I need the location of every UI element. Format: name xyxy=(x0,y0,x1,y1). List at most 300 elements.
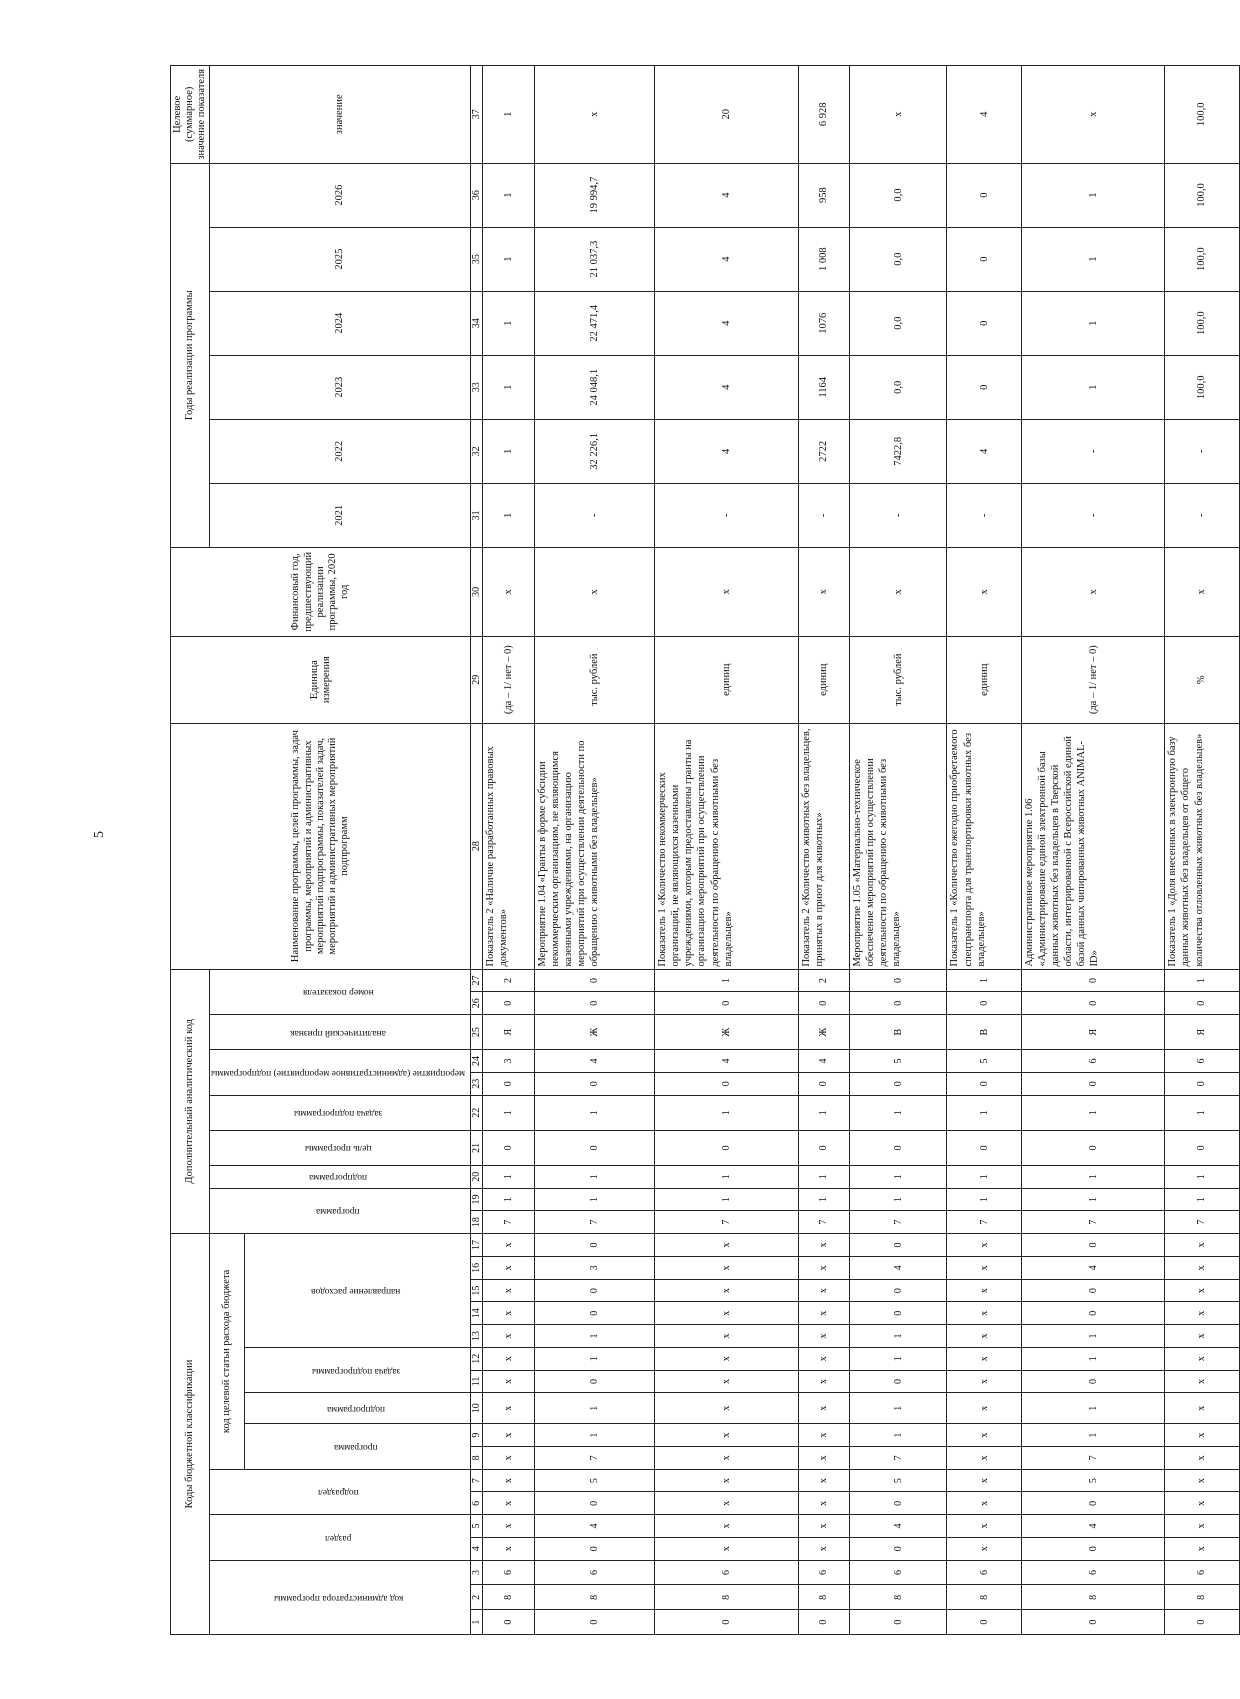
program-table xyxy=(170,65,1240,1635)
row-year-value: - xyxy=(1021,419,1165,483)
code-cell: 1 xyxy=(798,1165,849,1188)
row-year-value: - xyxy=(655,483,799,547)
code-cell: x xyxy=(483,1347,534,1370)
code-cell: 1 xyxy=(534,1165,654,1188)
row-year-value: 0,0 xyxy=(849,227,946,291)
code-cell: x xyxy=(655,1537,799,1560)
code-cell: 0 xyxy=(655,1610,799,1635)
code-cell: 1 xyxy=(534,1347,654,1370)
code-cell: 6 xyxy=(1021,1050,1165,1073)
year-2024-header: 2024 xyxy=(210,291,471,355)
row-name: Показатель 1 «Доля внесенных в электронную базу данных животных без владельцев от общего количества отловленных животных без владельцев» xyxy=(1165,723,1239,969)
code-cell: 0 xyxy=(798,992,849,1015)
admin-code-header: код администратора программы xyxy=(210,1560,471,1634)
code-cell: 8 xyxy=(798,1585,849,1610)
code-cell: 1 xyxy=(1021,1188,1165,1211)
code-cell: 7 xyxy=(849,1447,946,1470)
row-year-value: 0 xyxy=(947,355,1021,419)
column-number: 5 xyxy=(471,1515,483,1538)
code-cell: x xyxy=(798,1469,849,1492)
column-number: 12 xyxy=(471,1347,483,1370)
code-cell: 0 xyxy=(483,1610,534,1635)
code-cell: 8 xyxy=(1021,1585,1165,1610)
code-cell: 8 xyxy=(483,1585,534,1610)
row-target-value: 20 xyxy=(655,66,799,164)
code-cell: 0 xyxy=(483,1130,534,1165)
row-year-value: - xyxy=(849,483,946,547)
row-fin-year-value: x xyxy=(798,547,849,636)
code-cell: 1 xyxy=(947,969,1021,992)
code-cell: 0 xyxy=(1021,1537,1165,1560)
row-unit: % xyxy=(1165,636,1239,723)
column-number: 28 xyxy=(471,723,483,969)
code-cell: 7 xyxy=(534,1211,654,1234)
row-target-value: 1 xyxy=(483,66,534,164)
code-cell: 1 xyxy=(947,1188,1021,1211)
code-cell: Я xyxy=(1021,1015,1165,1050)
code-cell: x xyxy=(947,1492,1021,1515)
table-row xyxy=(1165,66,1239,1635)
column-number: 22 xyxy=(471,1095,483,1130)
code-cell: 1 xyxy=(1021,1347,1165,1370)
code-cell: x xyxy=(947,1469,1021,1492)
code-cell: x xyxy=(655,1492,799,1515)
code-cell: 1 xyxy=(534,1095,654,1130)
row-fin-year-value: x xyxy=(849,547,946,636)
code-cell: x xyxy=(798,1515,849,1538)
code-cell: x xyxy=(947,1424,1021,1447)
row-target-value: 4 xyxy=(947,66,1021,164)
code-cell: x xyxy=(1165,1424,1239,1447)
code-cell: 8 xyxy=(1165,1585,1239,1610)
code-cell: 8 xyxy=(849,1585,946,1610)
column-number: 29 xyxy=(471,636,483,723)
code-cell: 0 xyxy=(655,1072,799,1095)
a-cel-header: цель программы xyxy=(210,1130,471,1165)
code-cell: 6 xyxy=(849,1560,946,1585)
code-cell: 0 xyxy=(849,1537,946,1560)
code-cell: 0 xyxy=(947,1130,1021,1165)
code-cell: x xyxy=(798,1393,849,1424)
row-name: Показатель 2 «Наличие разработанных правовых документов» xyxy=(483,723,534,969)
code-cell: x xyxy=(1165,1393,1239,1424)
code-cell: 0 xyxy=(947,992,1021,1015)
code-cell: 0 xyxy=(849,1492,946,1515)
row-year-value: - xyxy=(1165,483,1239,547)
row-year-value: 1 xyxy=(1021,163,1165,227)
row-year-value: 0,0 xyxy=(849,163,946,227)
code-cell: x xyxy=(483,1302,534,1325)
column-number: 14 xyxy=(471,1302,483,1325)
code-cell: 0 xyxy=(1165,1610,1239,1635)
target-value-header: значение xyxy=(210,66,471,164)
code-cell: 1 xyxy=(534,1424,654,1447)
code-cell: 7 xyxy=(1021,1447,1165,1470)
code-cell: x xyxy=(798,1370,849,1393)
code-cell: 0 xyxy=(1021,1130,1165,1165)
zadacha-podprogrammy-header: задача подпрограммы xyxy=(245,1347,471,1392)
code-cell: 1 xyxy=(655,1095,799,1130)
row-target-value: x xyxy=(849,66,946,164)
code-cell: 1 xyxy=(1021,1165,1165,1188)
code-cell: 4 xyxy=(1021,1256,1165,1279)
row-year-value: - xyxy=(1021,483,1165,547)
row-target-value: 100,0 xyxy=(1165,66,1239,164)
code-cell: 0 xyxy=(798,1130,849,1165)
code-cell: 7 xyxy=(1165,1211,1239,1234)
target-code-header: код целевой статьи расхода бюджета xyxy=(210,1234,245,1470)
row-year-value: 1164 xyxy=(798,355,849,419)
row-unit: единиц xyxy=(947,636,1021,723)
year-2026-header: 2026 xyxy=(210,163,471,227)
code-cell: 1 xyxy=(655,1165,799,1188)
code-cell: x xyxy=(1165,1515,1239,1538)
code-cell: x xyxy=(947,1325,1021,1348)
code-cell: x xyxy=(798,1279,849,1302)
code-cell: 4 xyxy=(655,1050,799,1073)
code-cell: 0 xyxy=(1021,1492,1165,1515)
row-year-value: 32 226,1 xyxy=(534,419,654,483)
code-cell: 6 xyxy=(947,1560,1021,1585)
code-cell: 0 xyxy=(655,1130,799,1165)
code-cell: x xyxy=(947,1302,1021,1325)
code-cell: 0 xyxy=(534,1302,654,1325)
row-year-value: 0,0 xyxy=(849,355,946,419)
code-cell: x xyxy=(947,1447,1021,1470)
napravlenie-header: направление расходов xyxy=(245,1234,471,1348)
row-year-value: 958 xyxy=(798,163,849,227)
column-number: 31 xyxy=(471,483,483,547)
code-cell: x xyxy=(655,1469,799,1492)
row-name: Показатель 2 «Количество животных без владельцев, принятых в приют для животных» xyxy=(798,723,849,969)
row-fin-year-value: x xyxy=(655,547,799,636)
code-cell: 0 xyxy=(849,969,946,992)
code-cell: 0 xyxy=(655,992,799,1015)
code-cell: 0 xyxy=(849,1279,946,1302)
code-cell: 3 xyxy=(483,1050,534,1073)
row-unit: (да – 1/ нет – 0) xyxy=(1021,636,1165,723)
code-cell: 7 xyxy=(849,1211,946,1234)
row-year-value: 1 xyxy=(483,483,534,547)
code-cell: 0 xyxy=(947,1072,1021,1095)
row-year-value: - xyxy=(947,483,1021,547)
code-cell: 0 xyxy=(798,1072,849,1095)
code-cell: 5 xyxy=(947,1050,1021,1073)
table-row xyxy=(947,66,1021,1635)
row-name: Мероприятие 1.05 «Материально-техническое обеспечение мероприятий при осуществлении деятельности по обращению с животными без владельцев» xyxy=(849,723,946,969)
row-unit: тыс. рублей xyxy=(849,636,946,723)
a-programma-header: программа xyxy=(210,1188,471,1233)
code-cell: 1 xyxy=(483,1188,534,1211)
code-cell: 1 xyxy=(947,1095,1021,1130)
column-number: 1 xyxy=(471,1610,483,1635)
code-cell: 6 xyxy=(1165,1050,1239,1073)
code-cell: x xyxy=(798,1256,849,1279)
row-year-value: 100,0 xyxy=(1165,355,1239,419)
column-number: 6 xyxy=(471,1492,483,1515)
table-row xyxy=(534,66,654,1635)
code-cell: 0 xyxy=(534,1610,654,1635)
column-number: 4 xyxy=(471,1537,483,1560)
column-number: 17 xyxy=(471,1234,483,1257)
code-cell: 0 xyxy=(534,1234,654,1257)
code-cell: 0 xyxy=(798,1610,849,1635)
code-cell: 2 xyxy=(483,969,534,992)
row-year-value: 100,0 xyxy=(1165,163,1239,227)
code-cell: 0 xyxy=(1021,1234,1165,1257)
code-cell: 0 xyxy=(849,1234,946,1257)
row-year-value: 4 xyxy=(655,291,799,355)
code-cell: Ж xyxy=(655,1015,799,1050)
code-cell: 1 xyxy=(849,1393,946,1424)
code-cell: 4 xyxy=(849,1256,946,1279)
column-number: 19 xyxy=(471,1188,483,1211)
row-year-value: 100,0 xyxy=(1165,227,1239,291)
code-cell: x xyxy=(1165,1537,1239,1560)
row-year-value: 21 037,3 xyxy=(534,227,654,291)
row-year-value: 1 xyxy=(483,227,534,291)
code-cell: 0 xyxy=(849,1130,946,1165)
code-cell: x xyxy=(655,1256,799,1279)
code-cell: 6 xyxy=(1165,1560,1239,1585)
row-name: Мероприятие 1.04 «Гранты в форме субсидии некоммерческим организациям, не являющимся казенными учреждениями, на организацию мероприятий при осуществлении деятельности по обращению с животными без владельцев» xyxy=(534,723,654,969)
row-year-value: - xyxy=(798,483,849,547)
code-cell: x xyxy=(947,1370,1021,1393)
table-row xyxy=(1021,66,1165,1635)
code-cell: 0 xyxy=(849,1072,946,1095)
row-fin-year-value: x xyxy=(1021,547,1165,636)
code-cell: x xyxy=(798,1234,849,1257)
a-priznak-header: аналитический признак xyxy=(210,1015,471,1050)
row-year-value: 22 471,4 xyxy=(534,291,654,355)
table-row xyxy=(798,66,849,1635)
code-cell: В xyxy=(849,1015,946,1050)
code-cell: x xyxy=(947,1234,1021,1257)
fin-year-header: Финансовый год, предшествующий реализации программы, 2020 год xyxy=(171,547,471,636)
code-cell: x xyxy=(1165,1347,1239,1370)
code-cell: Я xyxy=(1165,1015,1239,1050)
column-number: 8 xyxy=(471,1447,483,1470)
row-year-value: - xyxy=(534,483,654,547)
row-unit: единиц xyxy=(655,636,799,723)
row-name: Показатель 1 «Количество ежегодно приобретаемого спецтранспорта для транспортировки животных без владельцев» xyxy=(947,723,1021,969)
code-cell: x xyxy=(798,1492,849,1515)
row-year-value: 1076 xyxy=(798,291,849,355)
code-cell: x xyxy=(798,1447,849,1470)
code-cell: x xyxy=(483,1469,534,1492)
row-year-value: 1 xyxy=(483,419,534,483)
column-number: 24 xyxy=(471,1050,483,1073)
code-cell: Ж xyxy=(798,1015,849,1050)
code-cell: x xyxy=(1165,1279,1239,1302)
code-cell: x xyxy=(655,1370,799,1393)
code-cell: 1 xyxy=(849,1424,946,1447)
column-number: 2 xyxy=(471,1585,483,1610)
code-cell: В xyxy=(947,1015,1021,1050)
row-year-value: 4 xyxy=(655,355,799,419)
code-cell: x xyxy=(798,1537,849,1560)
column-number: 37 xyxy=(471,66,483,164)
code-cell: x xyxy=(1165,1492,1239,1515)
code-cell: 5 xyxy=(1021,1469,1165,1492)
code-cell: x xyxy=(655,1234,799,1257)
code-cell: 4 xyxy=(534,1515,654,1538)
row-year-value: 0 xyxy=(947,163,1021,227)
code-cell: 0 xyxy=(534,969,654,992)
code-cell: 0 xyxy=(1165,1130,1239,1165)
column-number: 35 xyxy=(471,227,483,291)
row-fin-year-value: x xyxy=(947,547,1021,636)
row-fin-year-value: x xyxy=(1165,547,1239,636)
code-cell: 0 xyxy=(849,992,946,1015)
row-year-value: 24 048,1 xyxy=(534,355,654,419)
target-group-header: Целевое (суммарное) значение показателя xyxy=(171,66,210,164)
code-cell: 1 xyxy=(534,1393,654,1424)
column-number: 26 xyxy=(471,992,483,1015)
column-number: 23 xyxy=(471,1072,483,1095)
a-meropriyatie-header: мероприятие (административное мероприятие) подпрограммы xyxy=(210,1050,471,1095)
code-cell: 5 xyxy=(534,1469,654,1492)
code-cell: x xyxy=(655,1393,799,1424)
code-cell: Я xyxy=(483,1015,534,1050)
row-unit: тыс. рублей xyxy=(534,636,654,723)
code-cell: x xyxy=(483,1515,534,1538)
code-cell: x xyxy=(1165,1302,1239,1325)
row-fin-year-value: x xyxy=(483,547,534,636)
code-cell: x xyxy=(483,1279,534,1302)
code-cell: x xyxy=(1165,1447,1239,1470)
row-year-value: 0 xyxy=(947,227,1021,291)
years-group-header: Годы реализации программы xyxy=(171,163,210,547)
code-cell: 4 xyxy=(798,1050,849,1073)
row-year-value: 1 xyxy=(483,355,534,419)
code-cell: 7 xyxy=(1021,1211,1165,1234)
row-target-value: 6 928 xyxy=(798,66,849,164)
code-cell: 0 xyxy=(849,1370,946,1393)
code-cell: x xyxy=(483,1234,534,1257)
code-cell: Ж xyxy=(534,1015,654,1050)
code-cell: 0 xyxy=(1021,1610,1165,1635)
code-cell: x xyxy=(655,1424,799,1447)
code-cell: 1 xyxy=(849,1325,946,1348)
row-year-value: 0 xyxy=(947,291,1021,355)
rotated-table-wrapper xyxy=(170,65,1208,1635)
code-cell: x xyxy=(947,1537,1021,1560)
code-cell: 0 xyxy=(1165,992,1239,1015)
podrazdel-header: подраздел xyxy=(210,1469,471,1514)
code-cell: 6 xyxy=(798,1560,849,1585)
table-row xyxy=(655,66,799,1635)
code-cell: 4 xyxy=(1021,1515,1165,1538)
code-cell: x xyxy=(655,1302,799,1325)
year-2025-header: 2025 xyxy=(210,227,471,291)
row-year-value: 100,0 xyxy=(1165,291,1239,355)
code-cell: 1 xyxy=(655,969,799,992)
code-cell: x xyxy=(947,1347,1021,1370)
row-year-value: 1 xyxy=(1021,227,1165,291)
code-cell: 7 xyxy=(655,1211,799,1234)
code-cell: 1 xyxy=(849,1165,946,1188)
code-cell: 1 xyxy=(1021,1424,1165,1447)
code-cell: x xyxy=(947,1515,1021,1538)
code-cell: x xyxy=(483,1256,534,1279)
code-cell: x xyxy=(1165,1469,1239,1492)
code-cell: 1 xyxy=(483,1165,534,1188)
code-cell: x xyxy=(483,1492,534,1515)
code-cell: x xyxy=(655,1325,799,1348)
column-number: 10 xyxy=(471,1393,483,1424)
a-zadacha-header: задача подпрограммы xyxy=(210,1095,471,1130)
code-cell: 0 xyxy=(849,1302,946,1325)
code-cell: 4 xyxy=(849,1515,946,1538)
code-cell: x xyxy=(947,1393,1021,1424)
column-number: 30 xyxy=(471,547,483,636)
budget-codes-header: Коды бюджетной классификации xyxy=(171,1234,210,1635)
code-cell: 0 xyxy=(534,992,654,1015)
code-cell: x xyxy=(798,1302,849,1325)
code-cell: 0 xyxy=(1021,1072,1165,1095)
razdel-header: раздел xyxy=(210,1515,471,1560)
code-cell: 0 xyxy=(534,1537,654,1560)
row-year-value: 1 xyxy=(483,163,534,227)
code-cell: 1 xyxy=(1165,1188,1239,1211)
code-cell: 2 xyxy=(798,969,849,992)
code-cell: 0 xyxy=(1021,1370,1165,1393)
a-podprogramma-header: подпрограмма xyxy=(210,1165,471,1188)
code-cell: 0 xyxy=(483,1072,534,1095)
code-cell: 1 xyxy=(849,1188,946,1211)
code-cell: x xyxy=(1165,1256,1239,1279)
row-name: Административное мероприятие 1.06 «Администрирование единой электронной базы данных животных без владельцев в Тверской области, интегрированной с Всероссийской единой базой данных чипированных животных ANIMAL-ID» xyxy=(1021,723,1165,969)
code-cell: 6 xyxy=(1021,1560,1165,1585)
column-number: 20 xyxy=(471,1165,483,1188)
row-year-value: 1 xyxy=(483,291,534,355)
code-cell: 0 xyxy=(534,1492,654,1515)
code-cell: 1 xyxy=(1021,1393,1165,1424)
code-cell: x xyxy=(655,1515,799,1538)
code-cell: x xyxy=(798,1424,849,1447)
column-numbers-row xyxy=(471,66,483,1635)
a-nomer-header: номер показателя xyxy=(210,969,471,1015)
code-cell: x xyxy=(947,1279,1021,1302)
code-cell: 3 xyxy=(534,1256,654,1279)
code-cell: x xyxy=(483,1537,534,1560)
code-cell: 1 xyxy=(655,1188,799,1211)
row-unit: единиц xyxy=(798,636,849,723)
year-2021-header: 2021 xyxy=(210,483,471,547)
code-cell: 0 xyxy=(1021,969,1165,992)
column-number: 3 xyxy=(471,1560,483,1585)
programma-header: программа xyxy=(245,1424,471,1469)
name-header: Наименование программы, целей программы, задач программы, мероприятий и административных мероприятий подпрограммы, показателей задач, мероприятий и административных мероприятий подпрограмм xyxy=(171,723,471,969)
code-cell: 0 xyxy=(1165,1072,1239,1095)
code-cell: x xyxy=(483,1325,534,1348)
code-cell: 7 xyxy=(483,1211,534,1234)
year-2023-header: 2023 xyxy=(210,355,471,419)
code-cell: 0 xyxy=(534,1370,654,1393)
row-target-value: x xyxy=(534,66,654,164)
column-number: 7 xyxy=(471,1469,483,1492)
row-year-value: 7422,8 xyxy=(849,419,946,483)
code-cell: 0 xyxy=(849,1610,946,1635)
code-cell: x xyxy=(655,1279,799,1302)
column-number: 18 xyxy=(471,1211,483,1234)
column-number: 11 xyxy=(471,1370,483,1393)
row-year-value: 19 994,7 xyxy=(534,163,654,227)
row-year-value: - xyxy=(1165,419,1239,483)
code-cell: x xyxy=(483,1393,534,1424)
code-cell: 5 xyxy=(849,1469,946,1492)
